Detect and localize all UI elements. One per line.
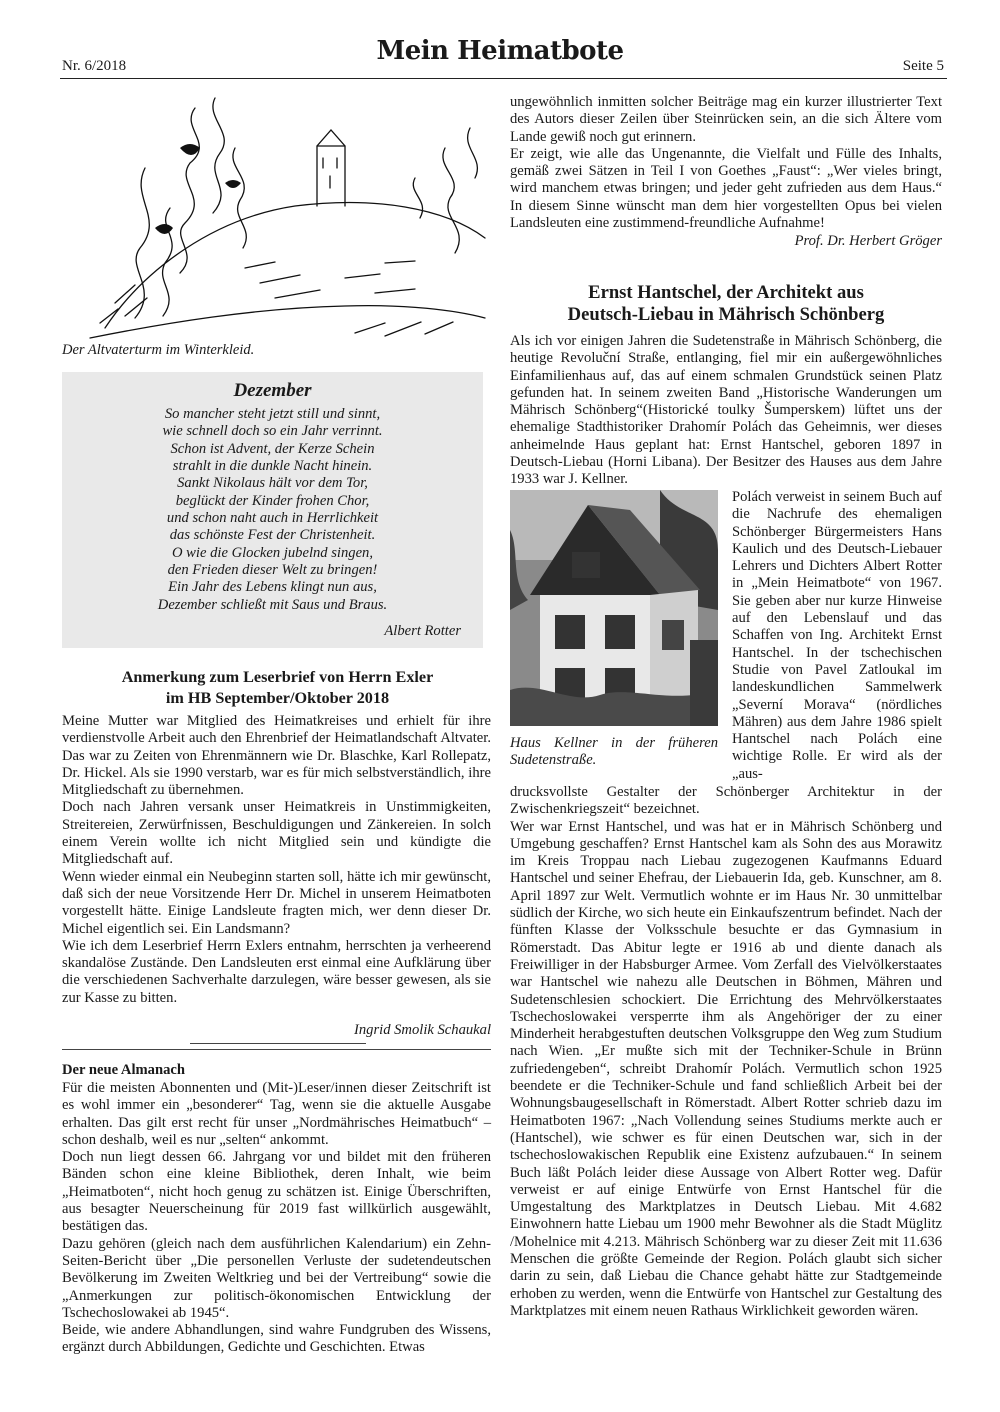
anmerkung-author: Ingrid Smolik Schaukal (354, 1022, 491, 1038)
poem-line: Dezember schließt mit Saus und Braus. (157, 596, 388, 613)
poem-line: den Frieden dieser Welt zu bringen! (167, 562, 378, 579)
poem-line: wie schnell doch so ein Jahr verrinnt. (162, 423, 383, 440)
altvaterturm-illustration (85, 88, 490, 343)
poem-line: Schon ist Advent, der Kerze Schein (170, 440, 375, 457)
hantschel-side-text (732, 489, 942, 783)
almanach-author: Prof. Dr. Herbert Gröger (794, 233, 942, 249)
haus-kellner-photo (510, 490, 718, 726)
divider (62, 1049, 491, 1050)
anmerkung-title-line: Anmerkung zum Leserbrief von Herrn Exler (121, 668, 434, 686)
issue-number: Nr. 6/2018 (62, 58, 127, 74)
poem-line: das schönste Fest der Christenheit. (169, 527, 376, 544)
paragraph: Er zeigt, wie alle das Ungenannte, die Vielfalt und Fülle des Inhalts, gemäß zwei Sätzen in Teil I von Goethes „Faust“: „Wer vieles bringt, wird manchem etwas bringen; und jeder geht zufrieden aus dem Haus.“ In diesem Sinne wünscht man dem hier vorgestellten Opus bei vielen Landsleuten eine zustimmend-freundliche Aufnahme! (510, 145, 942, 232)
paragraph: Als ich vor einigen Jahren die Sudetenstraße in Mährisch Schönberg, die heutige Revoluční Straße, entlanging, fiel mir ein außergewöhnliches Einfamilienhaus auf, das auf einem schmalen Grundstück seinen Platz gefunden hat. In seinem zweiten Band „Historische Wanderungen um Mährisch Schönberg“(Historické toulky Šumperskem) lüftet uns der ehemalige Stadthistoriker Drahomír Polách das Geheimnis, wer dieses anheimelnde Haus geplant hat: Ernst Hantschel, geboren 1897 in Deutsch-Liebau (Horni Libana). Der Besitzer des Hauses aus dem Jahre 1933 war J. Kellner. (510, 333, 942, 488)
paragraph: Wie ich dem Leserbrief Herrn Exlers entnahm, herrschten ja verheerend skandalöse Zustände. Den Landsleuten erst einmal eine Aufklärung über die verschiedenen Sachverhalte darzulegen, wäre besser gewesen, als sie zur Kasse zu bitten. (62, 937, 491, 1006)
anmerkung-title (62, 667, 493, 709)
hantschel-body (510, 784, 942, 1320)
poem-title: Dezember (233, 380, 312, 401)
paragraph: ungewöhnlich inmitten solcher Beiträge mag ein kurzer illustrierter Text des Autors dieser Zeilen über Steinrücken sein, an die sich Ältere vom Lande gewiß noch gut erinnern. (510, 94, 942, 145)
header-rule (60, 78, 947, 79)
paragraph: Meine Mutter war Mitglied des Heimatkreises und erhielt für ihre verdienstvolle Arbeit auch den Ehrenbrief der Heimatlandschaft Altvater. Das war zu Zeiten von Ehrenmännern wie Dr. Blaschke, Karl Rollepatz, Dr. Hickel. Als sie 1990 verstarb, war es für mich selbstverständlich, ihre Mitgliedschaft zu übernehmen. (62, 713, 491, 799)
illustration-caption: Der Altvaterturm im Winterkleid. (62, 342, 255, 358)
paragraph: Für die meisten Abonnenten und (Mit-)Leser/innen dieser Zeitschrift ist es wohl immer ein „besonderer“ Tag, wenn sie die aktuelle Ausgabe erhalten. Das gilt erst recht für unser „Nordmährisches Heimatbuch“ – schon deshalb, weil es nur „selten“ ankommt. (62, 1080, 491, 1148)
hantschel-title (510, 282, 942, 325)
almanach-title: Der neue Almanach (62, 1062, 185, 1078)
poem-line: Sankt Nikolaus hält vor dem Tor, (177, 475, 368, 492)
anmerkung-title-line: im HB September/Oktober 2018 (165, 689, 390, 707)
paragraph: drucksvollste Gestalter der Schönberger Architektur in der Zwischenkriegszeit“ bezeichnet. (510, 784, 942, 818)
divider (190, 1043, 366, 1044)
anmerkung-body (62, 713, 491, 1007)
poem-line: strahlt in die dunkle Nacht hinein. (172, 458, 373, 475)
paragraph: Wer war Ernst Hantschel, und was hat er in Mährisch Schönberg und Umgebung geschaffen? Ernst Hantschel kam als Sohn des aus Morawitz im Kreis Troppau nach Liebau zugezogenen Kaufmanns Eduard Hantschel und seiner Ehefrau, der Liebauerin Ida, geb. Kunschner, am 8. April 1897 zur Welt. Vermutlich wohnte er im Haus Nr. 30 unmittelbar südlich der Kirche, wo sich heute ein Einkaufszentrum befindet. Nach der fünften Klasse der Volksschule besuchte er das Gymnasium in Römerstadt. Das Abitur legte er 1916 ab und diente danach als Freiwilliger in der Habsburger Armee. Vom Zerfall des Vielvölkerstaates war Hantschel wie nahezu alle Deutschen in Böhmen, Mähren und Sudetenschlesien schockiert. Die Errichtung des Mehrvölkerstaates Tschechoslowakei versperrte ihm als Angehöriger der zu einer Minderheit herabgestuften deutschen Volksgruppe den Weg zum Studium nach Wien. „Er mußte sich mit der Techniker-Schule in Brünn zufriedengeben“, schreibt Drahomír Polách. Vermutlich schon 1925 beendete er die Techniker-Schule und fand schließlich Arbeit bei der Wohnungsbaugesellschaft in Römerstadt. Albert Rotter schrieb dazu im Heimatboten 1967: „Nach Vollendung seines Studiums merkte auch er (Hantschel), wie schwer es für einen Deutschen war, sich in der tschechoslowakischen Republik eine Existenz aufzubauen.“ In seinem Buch läßt Polách leider diese Aussage von Albert Rotter weg. Dafür verweist er auf einige Entwürfe von Ernst Hantschel für die Umgestaltung des Marktplatzes in Deutsch Liebau. Mit 4.682 Einwohnern hatte Liebau um 1900 mehr Bewohner als die Stadt Müglitz /Mohelnice mit 4.213. Mährisch Schönberg war zu dieser Zeit mit 11.636 Menschen die größte Gemeinde der Region. Polách glaubt sich sicher darin zu sein, daß Liebau die Chance gehabt hätte zur Stadtgemeinde erhoben zu werden, wenn die Entwürfe von Hantschel zur Gestaltung des Marktplatzes mit einem neuen Rathaus Wirklichkeit geworden wären. (510, 818, 942, 1319)
almanach-continuation (510, 94, 942, 232)
hantschel-title-line: Deutsch-Liebau in Mährisch Schönberg (567, 303, 885, 325)
paragraph: Dazu gehören (gleich nach dem ausführlichen Kalendarium) ein Zehn-Seiten-Bericht über „Die personellen Verluste der sudetendeutschen Bevölkerung im Zweiten Weltkrieg und bei der Vertreibung“ sowie die „Anmerkungen zur politisch-ökonomischen Entwicklung der Tschechoslowakei ab 1945“. (62, 1235, 491, 1321)
poem-line: O wie die Glocken jubelnd singen, (171, 544, 374, 561)
poem-author: Albert Rotter (384, 623, 461, 639)
paragraph: Doch nach Jahren versank unser Heimatkreis in Unstimmigkeiten, Streitereien, Zerwürfnissen, Beschuldigungen und Zänkereien. In solch einem Verein wollte ich nicht Mitglied sein und kündigte die Mitgliedschaft auf. (62, 799, 491, 868)
poem-line: beglückt der Kinder frohen Chor, (175, 492, 370, 509)
paragraph: Beide, wie andere Abhandlungen, sind wahre Fundgruben des Wissens, ergänzt durch Abbildungen, Gedichte und Geschichten. Etwas (62, 1322, 491, 1356)
hantschel-intro (510, 333, 942, 489)
page-number: Seite 5 (902, 58, 944, 74)
poem-line: So mancher steht jetzt still und sinnt, (164, 406, 381, 422)
paragraph: Polách verweist in seinem Buch auf die Nachrufe des ehemaligen Schönberger Bürgermeisters Hans Kaulich und des Deutsch-Liebauer Lehrers und Dichters Albert Rotter in „Mein Heimatbote“ von 1967. Sie geben aber nur kurze Hinweise auf den Lebenslauf und das Schaffen von Ing. Architekt Ernst Hantschel. In der tschechischen Studie von Pavel Zatloukal im landeskundlichen Sammelwerk „Severní Morava“ (nördliches Mähren) aus dem Jahre 1986 spielt Hantschel nach Polách eine wichtige Rolle. Er wird als der „aus- (732, 489, 942, 782)
poem-box (62, 372, 483, 648)
paragraph: Wenn wieder einmal ein Neubeginn starten soll, hätte ich mir gewünscht, daß sich der neue Vorsitzende Herr Dr. Michel in unserem Heimatboten vorgestellt hätte. Einige Landsleute fragten mich, wer denn dieser Dr. Michel eigentlich sei. Ein Landsmann? (62, 868, 491, 937)
poem-lines (62, 406, 483, 614)
photo-caption: Haus Kellner in der früheren Sudetenstraße. (510, 735, 718, 769)
hantschel-title-line: Ernst Hantschel, der Architekt aus (588, 282, 864, 303)
paragraph: Doch nun liegt dessen 66. Jahrgang vor und bildet mit den früheren Bänden schon eine kleine Bibliothek, deren Inhalt, wie beim „Heimatboten“, nicht hoch genug zu schätzen ist. Einige Überschriften, aus besagter Neuerscheinung für 2019 fast willkürlich ausgewählt, bestätigen das. (62, 1149, 491, 1235)
almanach-body (62, 1080, 491, 1357)
masthead-logo: Mein Heimatbote (376, 36, 624, 66)
poem-line: Ein Jahr des Lebens klingt nun aus, (168, 579, 377, 596)
poem-line: und schon naht auch in Herrlichkeit (166, 510, 379, 527)
